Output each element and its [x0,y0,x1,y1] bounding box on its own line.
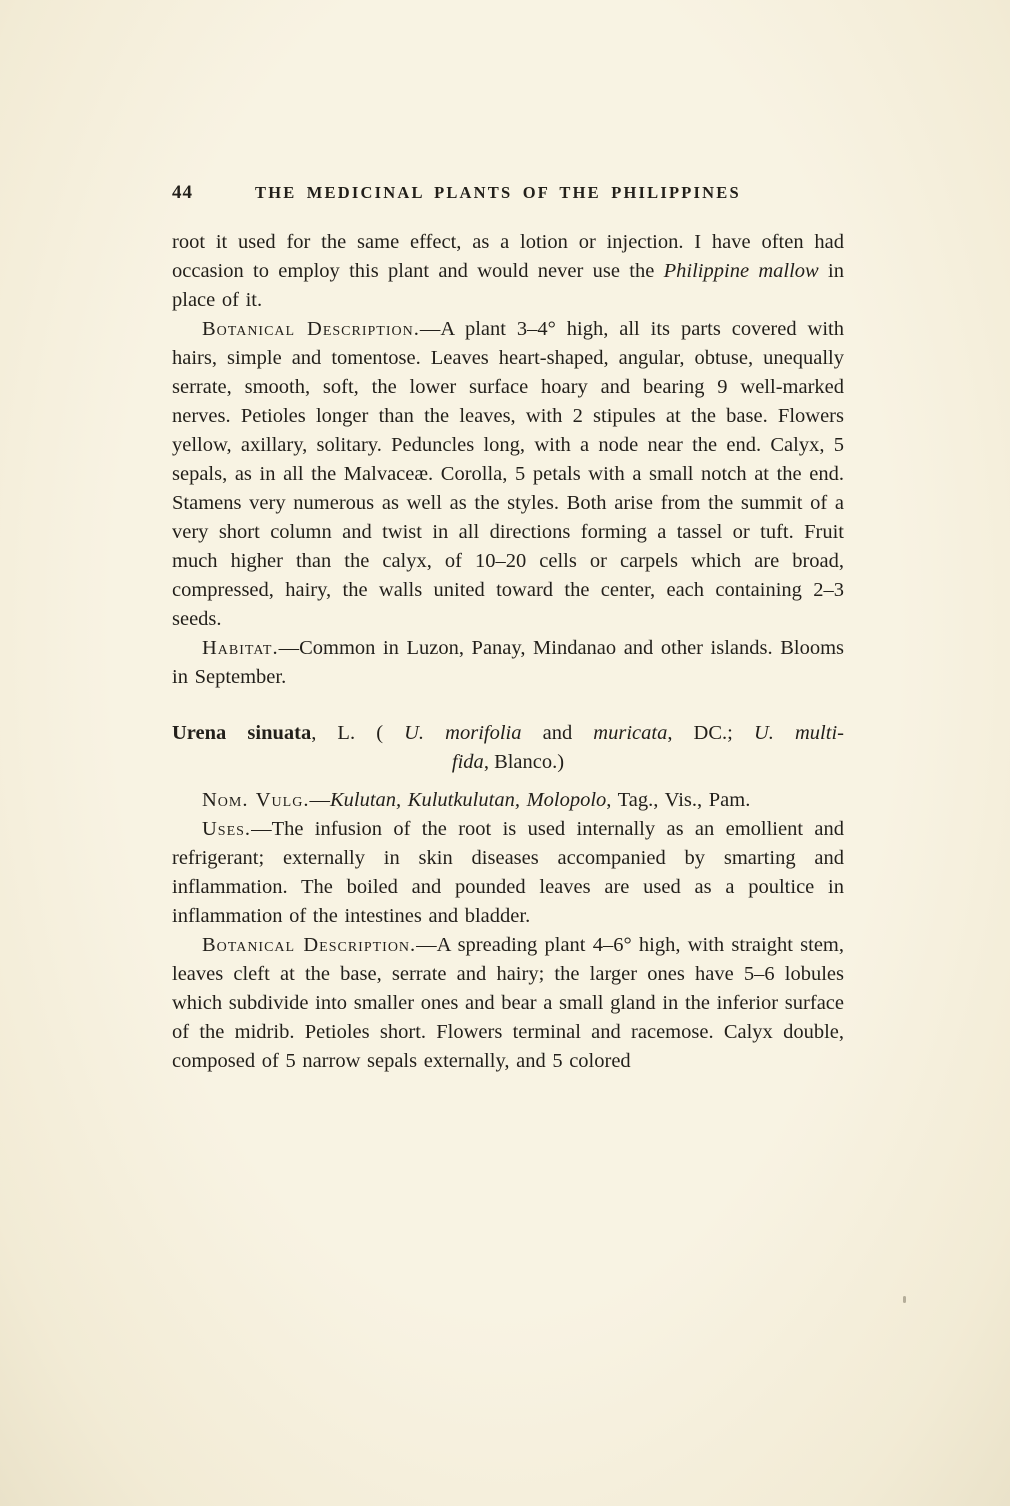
text-run: —Common in Luzon, Panay, Mindanao and other islands. Blooms in September. [172,637,844,688]
synonym-italic: U. multi- [753,722,844,744]
text-run: —A spreading plant 4–6° high, with straight stem, leaves cleft at the base, serrate and hairy; the larger ones have 5–6 lobules which subdivide into smaller ones and bear a small gland in the inferior surface of the midrib. Petioles short. Flowers terminal and racemose. Calyx double, composed of 5 narrow sepals externally, and 5 colored [172,934,844,1072]
text-run: , DC.; [667,722,754,744]
text-run: —The infusion of the root is used internally as an emollient and refrigerant; externally in skin diseases accompanied by smarting and inflammation. The boiled and pounded leaves are used as a poultice in inflammation of the intestines and bladder. [172,818,844,927]
paragraph-continuation [172,228,844,315]
species-name-bold: Urena sinuata [172,722,312,744]
paragraph-uses [172,815,844,931]
vernacular-names-italic: Kulutan, Kulutkulutan, Molopolo [329,789,607,811]
page-header [172,182,844,204]
paragraph-botanical-description-2 [172,931,844,1076]
paragraph-habitat [172,634,844,692]
text-run: , L. ( [311,722,405,744]
synonym-italic: muricata [593,722,668,744]
smallcaps-label: Habitat. [202,637,279,659]
page-content [172,182,844,1076]
text-run: — [309,789,330,811]
species-heading-line-2 [172,748,844,777]
smallcaps-label: Botanical Description. [202,318,420,340]
scan-artifact-mark [903,1296,906,1303]
synonym-italic: U. morifolia [404,722,522,744]
text-run: , Blanco.) [483,751,565,773]
text-run: and [521,722,594,744]
page-number: 44 [172,182,193,203]
paragraph-botanical-description-1 [172,315,844,634]
species-heading-line-1 [172,719,844,748]
paragraph-nom-vulg [172,786,844,815]
running-header: THE MEDICINAL PLANTS OF THE PHILIPPINES [255,183,741,202]
species-heading [172,719,844,777]
smallcaps-label: Uses. [202,818,252,840]
italic-phrase: Philippine mallow [663,260,819,282]
text-run: in place of it. [172,260,844,311]
text-run: —A plant 3–4° high, all its parts covered with hairs, simple and tomentose. Leaves heart-shaped, angular, obtuse, unequally serrate, smooth, soft, the lower surface hoary and bearing 9 well-marked nerves. Petioles longer than the leaves, with 2 stipules at the base. Flowers yellow, axillary, solitary. Peduncles long, with a node near the end. Calyx, 5 sepals, as in all the Malvaceæ. Corolla, 5 petals with a small notch at the end. Stamens very numerous as well as the styles. Both arise from the summit of a very short column and twist in all directions forming a tassel or tuft. Fruit much higher than the calyx, of 10–20 cells or carpels which are broad, compressed, hairy, the walls united toward the center, each containing 2–3 seeds. [172,318,844,630]
smallcaps-label: Nom. Vulg. [202,789,310,811]
smallcaps-label: Botanical Description. [202,934,417,956]
synonym-italic: fida [451,751,484,773]
text-run: , Tag., Vis., Pam. [606,789,751,811]
text-run: root it used for the same effect, as a lotion or injection. I have often had occasion to employ this plant and would never use the [172,231,844,282]
